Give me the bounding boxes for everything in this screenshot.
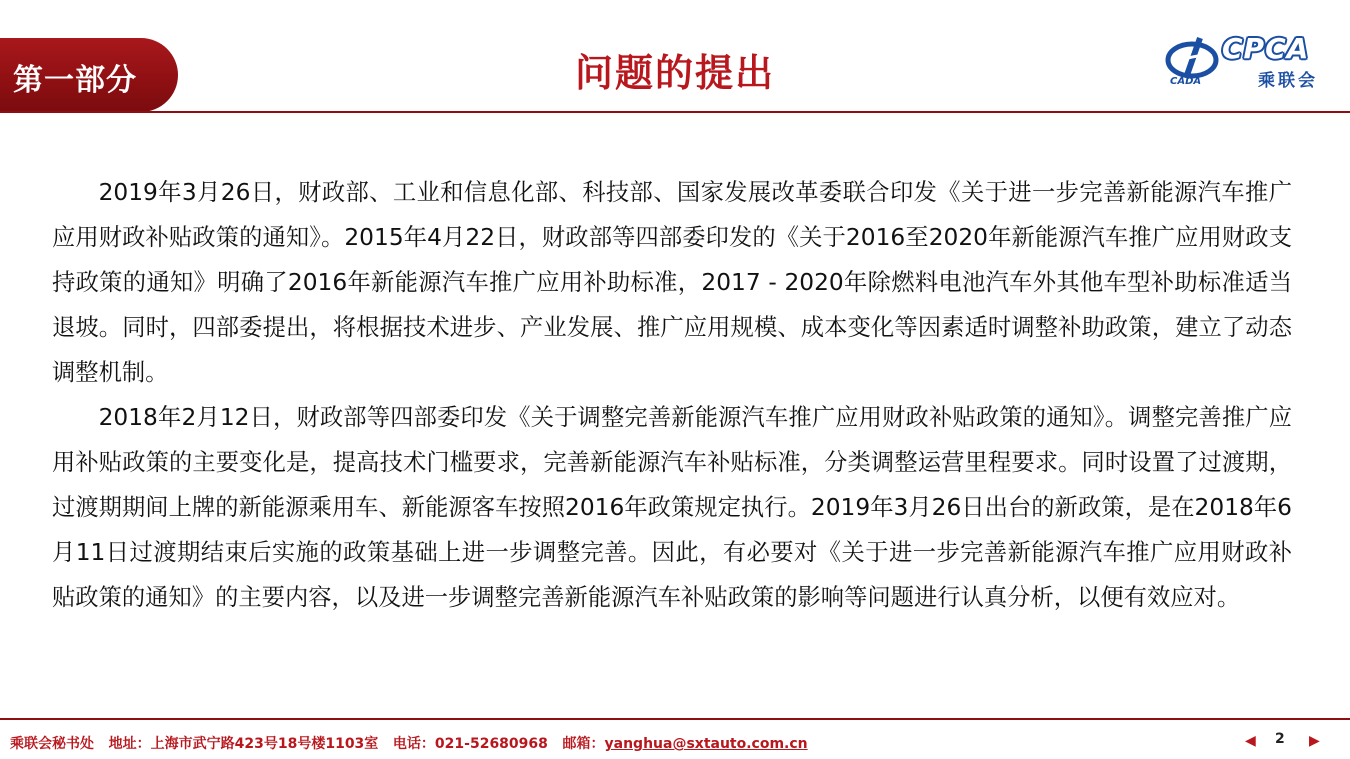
cpca-logo — [1164, 34, 1344, 92]
footer-email-label: 邮箱： — [562, 736, 605, 752]
pager — [1245, 730, 1325, 750]
footer-address: 地址：上海市武宁路423号18号楼1103室 — [108, 736, 379, 752]
footer-divider — [0, 718, 1350, 720]
cpca-chinese-name: 乘联会 — [1258, 71, 1318, 91]
cpca-wordmark: CPCA — [1222, 32, 1310, 65]
paragraph-2: 2018年2月12日，财政部等四部委印发《关于调整完善新能源汽车推广应用财政补贴政策的通知》。调整完善推广应用补贴政策的主要变化是，提高技术门槛要求，完善新能源汽车补贴标准，分类调整运营里程要求。同时设置了过渡期，过渡期期间上牌的新能源乘用车、新能源客车按照2016年政策规定执行。2019年3月26日出台的新政策，是在2018年6月11日过渡期结束后实施的政策基础上进一步调整完善。因此，有必要对《关于进一步完善新能源汽车推广应用财政补贴政策的通知》的主要内容，以及进一步调整完善新能源汽车补贴政策的影响等问题进行认真分析，以便有效应对。 — [52, 404, 1292, 611]
page-number: 2 — [1275, 731, 1285, 747]
footer-email-link[interactable]: yanghua@sxtauto.com.cn — [604, 736, 808, 752]
next-page-icon[interactable]: ▶ — [1309, 733, 1320, 749]
cada-label: CADA — [1170, 76, 1202, 87]
prev-page-icon[interactable]: ◀ — [1245, 733, 1256, 749]
footer-info — [10, 733, 808, 753]
footer-phone: 电话：021-52680968 — [392, 736, 548, 752]
page-title: 问题的提出 — [574, 51, 775, 95]
body-content — [52, 170, 1292, 620]
footer-org: 乘联会秘书处 — [10, 736, 94, 752]
section-label: 第一部分 — [13, 63, 137, 98]
paragraph-1: 2019年3月26日，财政部、工业和信息化部、科技部、国家发展改革委联合印发《关于进一步完善新能源汽车推广应用财政补贴政策的通知》。2015年4月22日，财政部等四部委印发的《关于2016至2020年新能源汽车推广应用财政支持政策的通知》明确了2016年新能源汽车推广应用补助标准，2017 - 2020年除燃料电池汽车外其他车型补助标准适当退坡。同时，四部委提出，将根据技术进步、产业发展、推广应用规模、成本变化等因素适时调整补助政策，建立了动态调整机制。 — [52, 179, 1292, 386]
header-divider — [0, 111, 1350, 113]
